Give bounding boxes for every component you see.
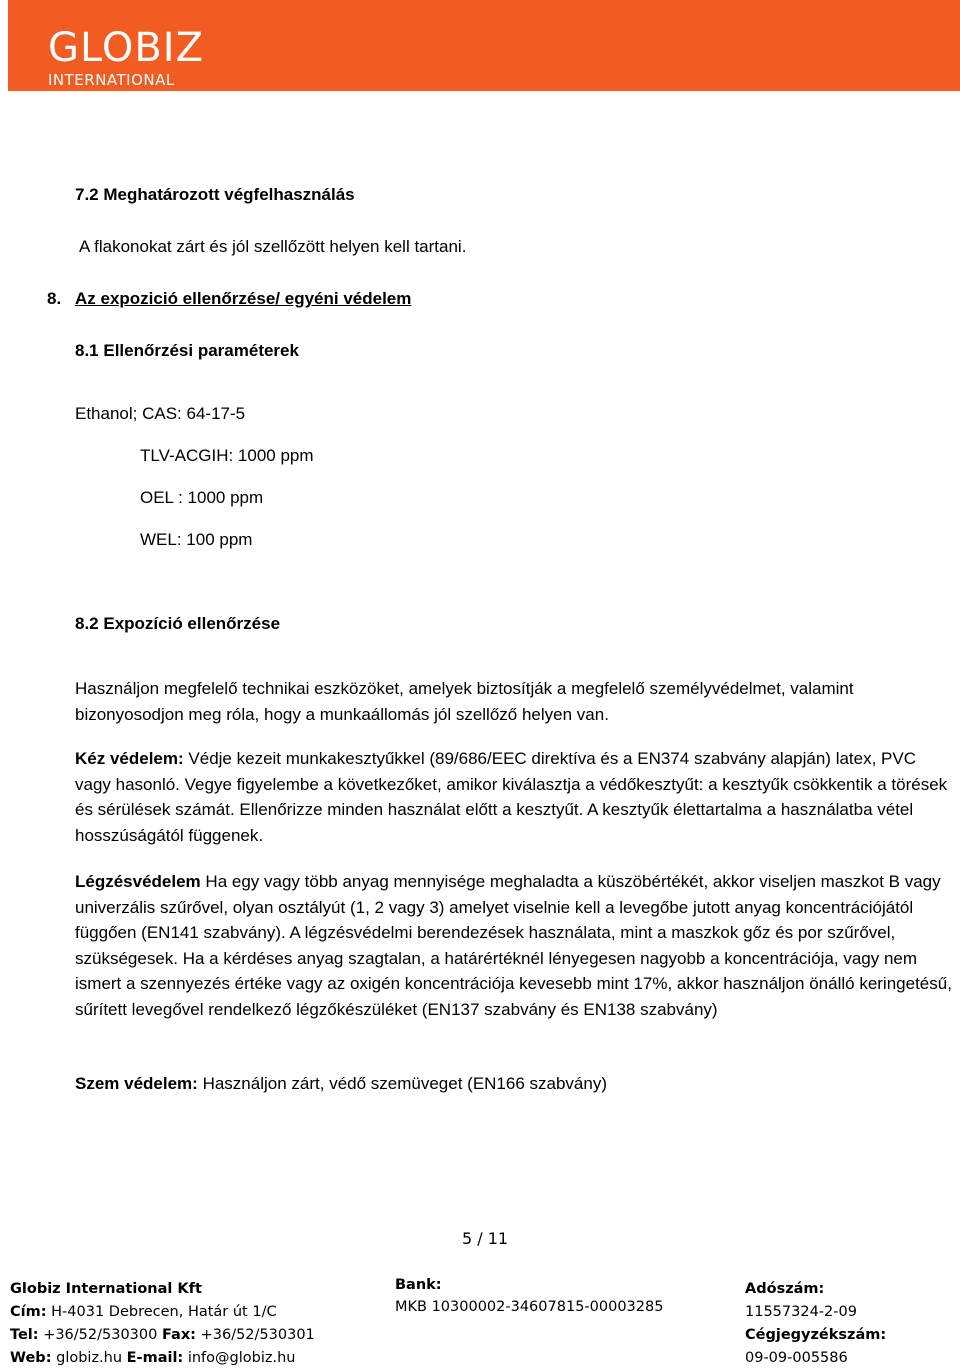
footer-tax-value: 11557324-2-09	[745, 1304, 857, 1320]
eye-protection-paragraph	[75, 1071, 955, 1097]
footer-company: Globiz International Kft	[10, 1281, 202, 1297]
limit-wel: WEL: 100 ppm	[140, 530, 253, 549]
footer-email-label: E-mail:	[126, 1350, 184, 1366]
section-7-2-text: A flakonokat zárt és jól szellőzött helyen kell tartani.	[79, 237, 467, 256]
section-8-number: 8.	[47, 289, 62, 308]
footer-email-link[interactable]: info@globiz.hu	[187, 1350, 296, 1366]
limit-tlv: TLV-ACGIH: 1000 ppm	[140, 446, 314, 465]
page-number: 5 / 11	[462, 1229, 509, 1248]
substance-line: Ethanol; CAS: 64-17-5	[75, 404, 246, 423]
footer-web	[10, 1349, 295, 1367]
hand-protection-paragraph	[75, 746, 955, 848]
eye-protection-label: Szem védelem:	[75, 1074, 198, 1093]
footer-fax-label: Fax:	[161, 1327, 196, 1343]
intro-paragraph: Használjon megfelelő technikai eszközöket, amelyek biztosítják a megfelelő személyvédelmet, valamint bizonyosodjon meg róla, hogy a munkaállomás jól szellőző helyen van.	[75, 679, 854, 724]
footer-web-label: Web:	[10, 1350, 52, 1366]
footer-bank-value: MKB 10300002-34607815-00003285	[395, 1299, 664, 1315]
footer-registration-value: 09-09-005586	[745, 1350, 848, 1366]
footer-tel-label: Tel:	[10, 1327, 39, 1343]
footer-phone	[10, 1326, 315, 1344]
hand-protection-text: Védje kezeit munkakesztyűkkel (89/686/EEC direktíva és a EN374 szabvány alapján) latex, PVC vagy hasonló. Vegye figyelembe a következőket, amikor kiválasztja a védőkesztyűt: a kesztyűk csökkentik a törések és sérülések számát. Ellenőrizze minden használat előtt a kesztyűt. A kesztyűk élettartalma a használatba vétel hosszúságától függenek.	[75, 749, 948, 845]
limit-oel: OEL : 1000 ppm	[140, 488, 264, 507]
footer-tel-value: +36/52/530300	[43, 1327, 158, 1343]
eye-protection-text: Használjon zárt, védő szemüveget (EN166 szabvány)	[202, 1074, 608, 1093]
section-7-2-title: 7.2 Meghatározott végfelhasználás	[75, 185, 355, 204]
section-8-title: Az expozició ellenőrzése/ egyéni védelem	[75, 289, 412, 308]
section-8-1-title: 8.1 Ellenőrzési paraméterek	[75, 341, 299, 360]
respiratory-protection-text: Ha egy vagy több anyag mennyisége meghaladta a küszöbértékét, akkor viseljen maszkot B vagy univerzális szűrővel, olyan osztályút (1, 2 vagy 3) amelyet viselnie kell a levegőbe jutott anyag koncentrációjától függően (EN141 szabvány). A légzésvédelmi berendezések használata, mint a maszkok gőz és por szűrővel, szükségesek. Ha a kérdéses anyag szagtalan, a határértéknél lényegesen nagyobb a koncentrációja, vagy nem ismert a szennyezés értéke vagy az oxigén koncentrációja kevesebb mint 17%, akkor használjon önálló keringetésű, sűrített levegővel rendelkező légzőkészüléket (EN137 szabvány és EN138 szabvány)	[75, 872, 952, 1019]
footer-address-value: H-4031 Debrecen, Határ út 1/C	[51, 1304, 277, 1320]
section-8-2-title: 8.2 Expozíció ellenőrzése	[75, 614, 281, 633]
respiratory-protection-paragraph	[75, 869, 955, 1022]
header-bar	[8, 0, 960, 91]
respiratory-protection-label: Légzésvédelem	[75, 872, 201, 891]
footer-fax-value: +36/52/530301	[200, 1327, 315, 1343]
footer-bank-label: Bank:	[395, 1277, 442, 1293]
logo-subtitle: INTERNATIONAL	[48, 71, 175, 89]
footer-web-link[interactable]: globiz.hu	[56, 1350, 123, 1366]
hand-protection-label: Kéz védelem:	[75, 749, 184, 768]
footer-address-label: Cím:	[10, 1304, 47, 1320]
footer-address	[10, 1303, 277, 1321]
footer-registration-label: Cégjegyzékszám:	[745, 1327, 887, 1343]
logo: GLOBIZ	[48, 25, 204, 71]
footer-tax-label: Adószám:	[745, 1281, 825, 1297]
